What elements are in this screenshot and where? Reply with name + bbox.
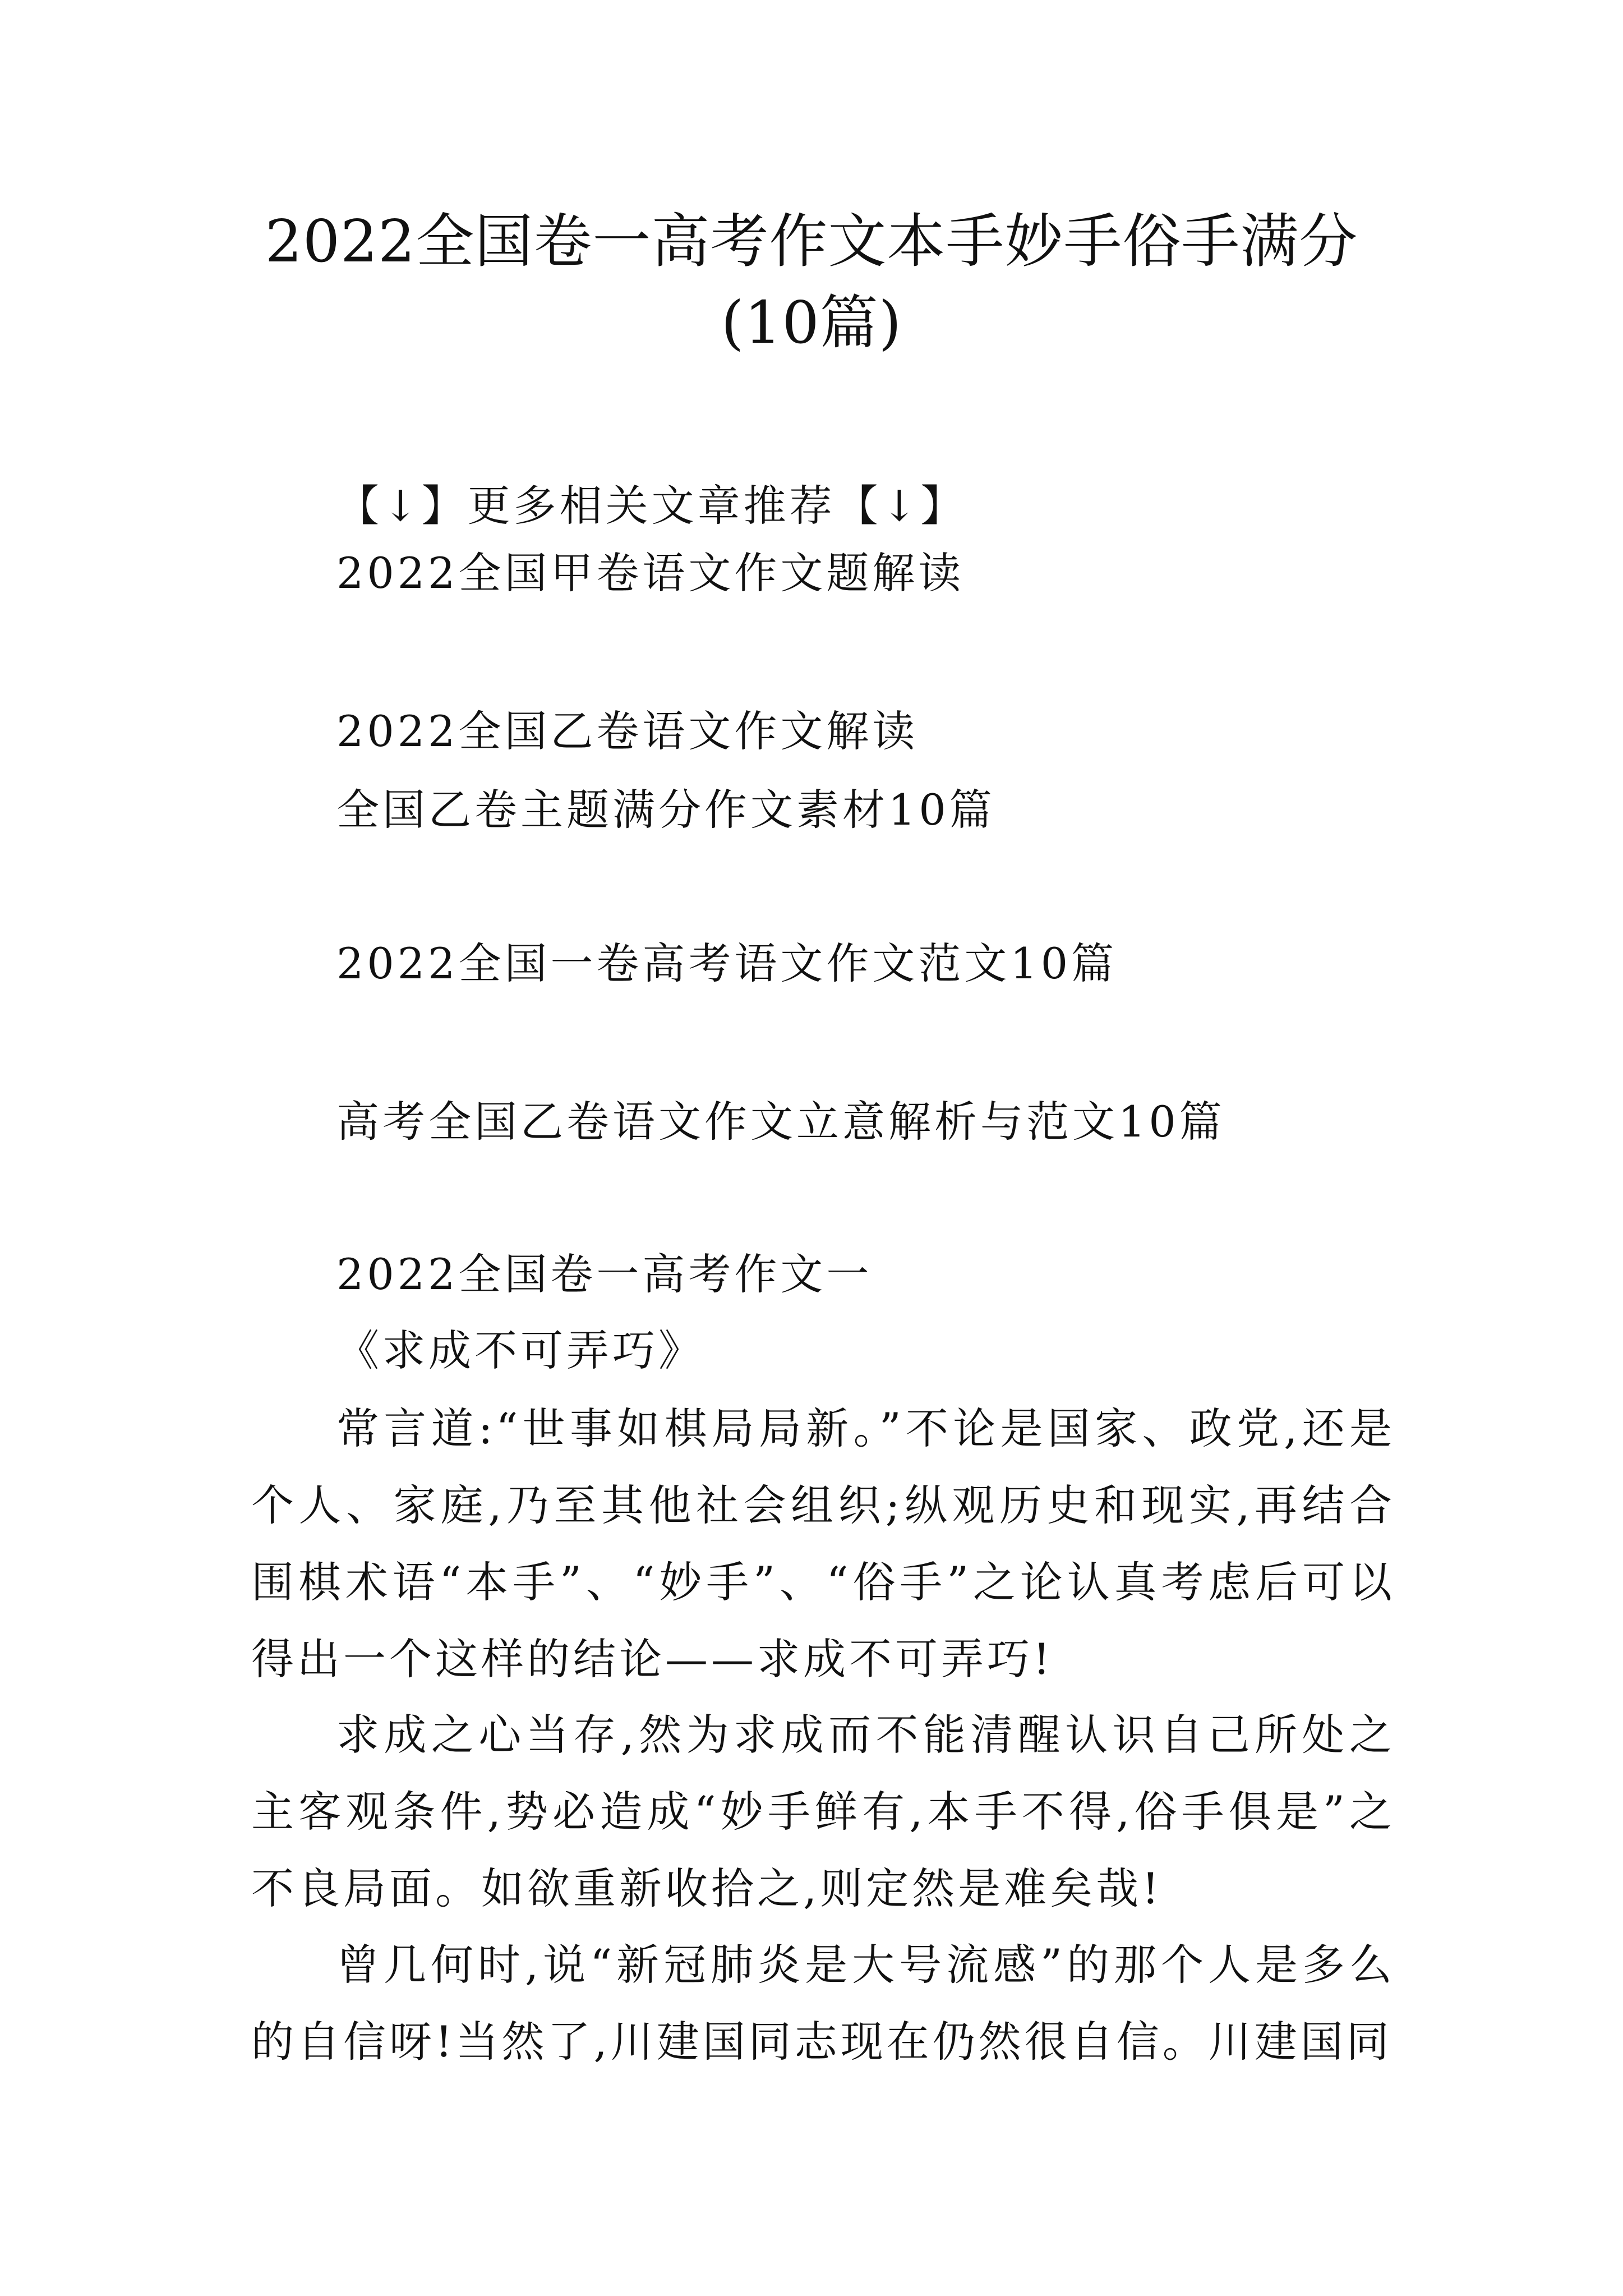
essay-paragraph: 曾几何时,说“新冠肺炎是大号流感”的那个人是多么的自信呀!当然了,川建国同志现在仍然很自信。川建国同 (251, 1940, 1395, 2067)
essay-paragraph: 常言道:“世事如棋局局新。”不论是国家、政党,还是个人、家庭,乃至其他社会组织;纵观历史和现实,再结合围棋术语“本手”、“妙手”、“俗手”之论认真考虑后可以得出一个这样的结论——求成不可弄巧! (251, 1404, 1395, 1684)
related-article-link[interactable]: 全国乙卷主题满分作文素材10篇 (336, 785, 995, 835)
related-article-link[interactable]: 2022全国甲卷语文作文题解读 (336, 548, 965, 598)
related-article-link[interactable]: 2022全国乙卷语文作文解读 (336, 706, 919, 756)
essay-title: 《求成不可弄巧》 (336, 1326, 704, 1375)
section-heading: 2022全国卷一高考作文一 (336, 1249, 873, 1299)
document-title-line-2: (10篇) (721, 288, 902, 357)
recommend-header: 【↓】更多相关文章推荐【↓】 (336, 481, 967, 531)
essay-paragraph: 求成之心当存,然为求成而不能清醒认识自己所处之主客观条件,势必造成“妙手鲜有,本手不得,俗手俱是”之不良局面。如欲重新收拾之,则定然是难矣哉! (251, 1710, 1395, 1913)
related-article-link[interactable]: 2022全国一卷高考语文作文范文10篇 (336, 938, 1118, 988)
document-title-line-1: 2022全国卷一高考作文本手妙手俗手满分 (265, 207, 1358, 275)
related-article-link[interactable]: 高考全国乙卷语文作文立意解析与范文10篇 (336, 1097, 1225, 1147)
